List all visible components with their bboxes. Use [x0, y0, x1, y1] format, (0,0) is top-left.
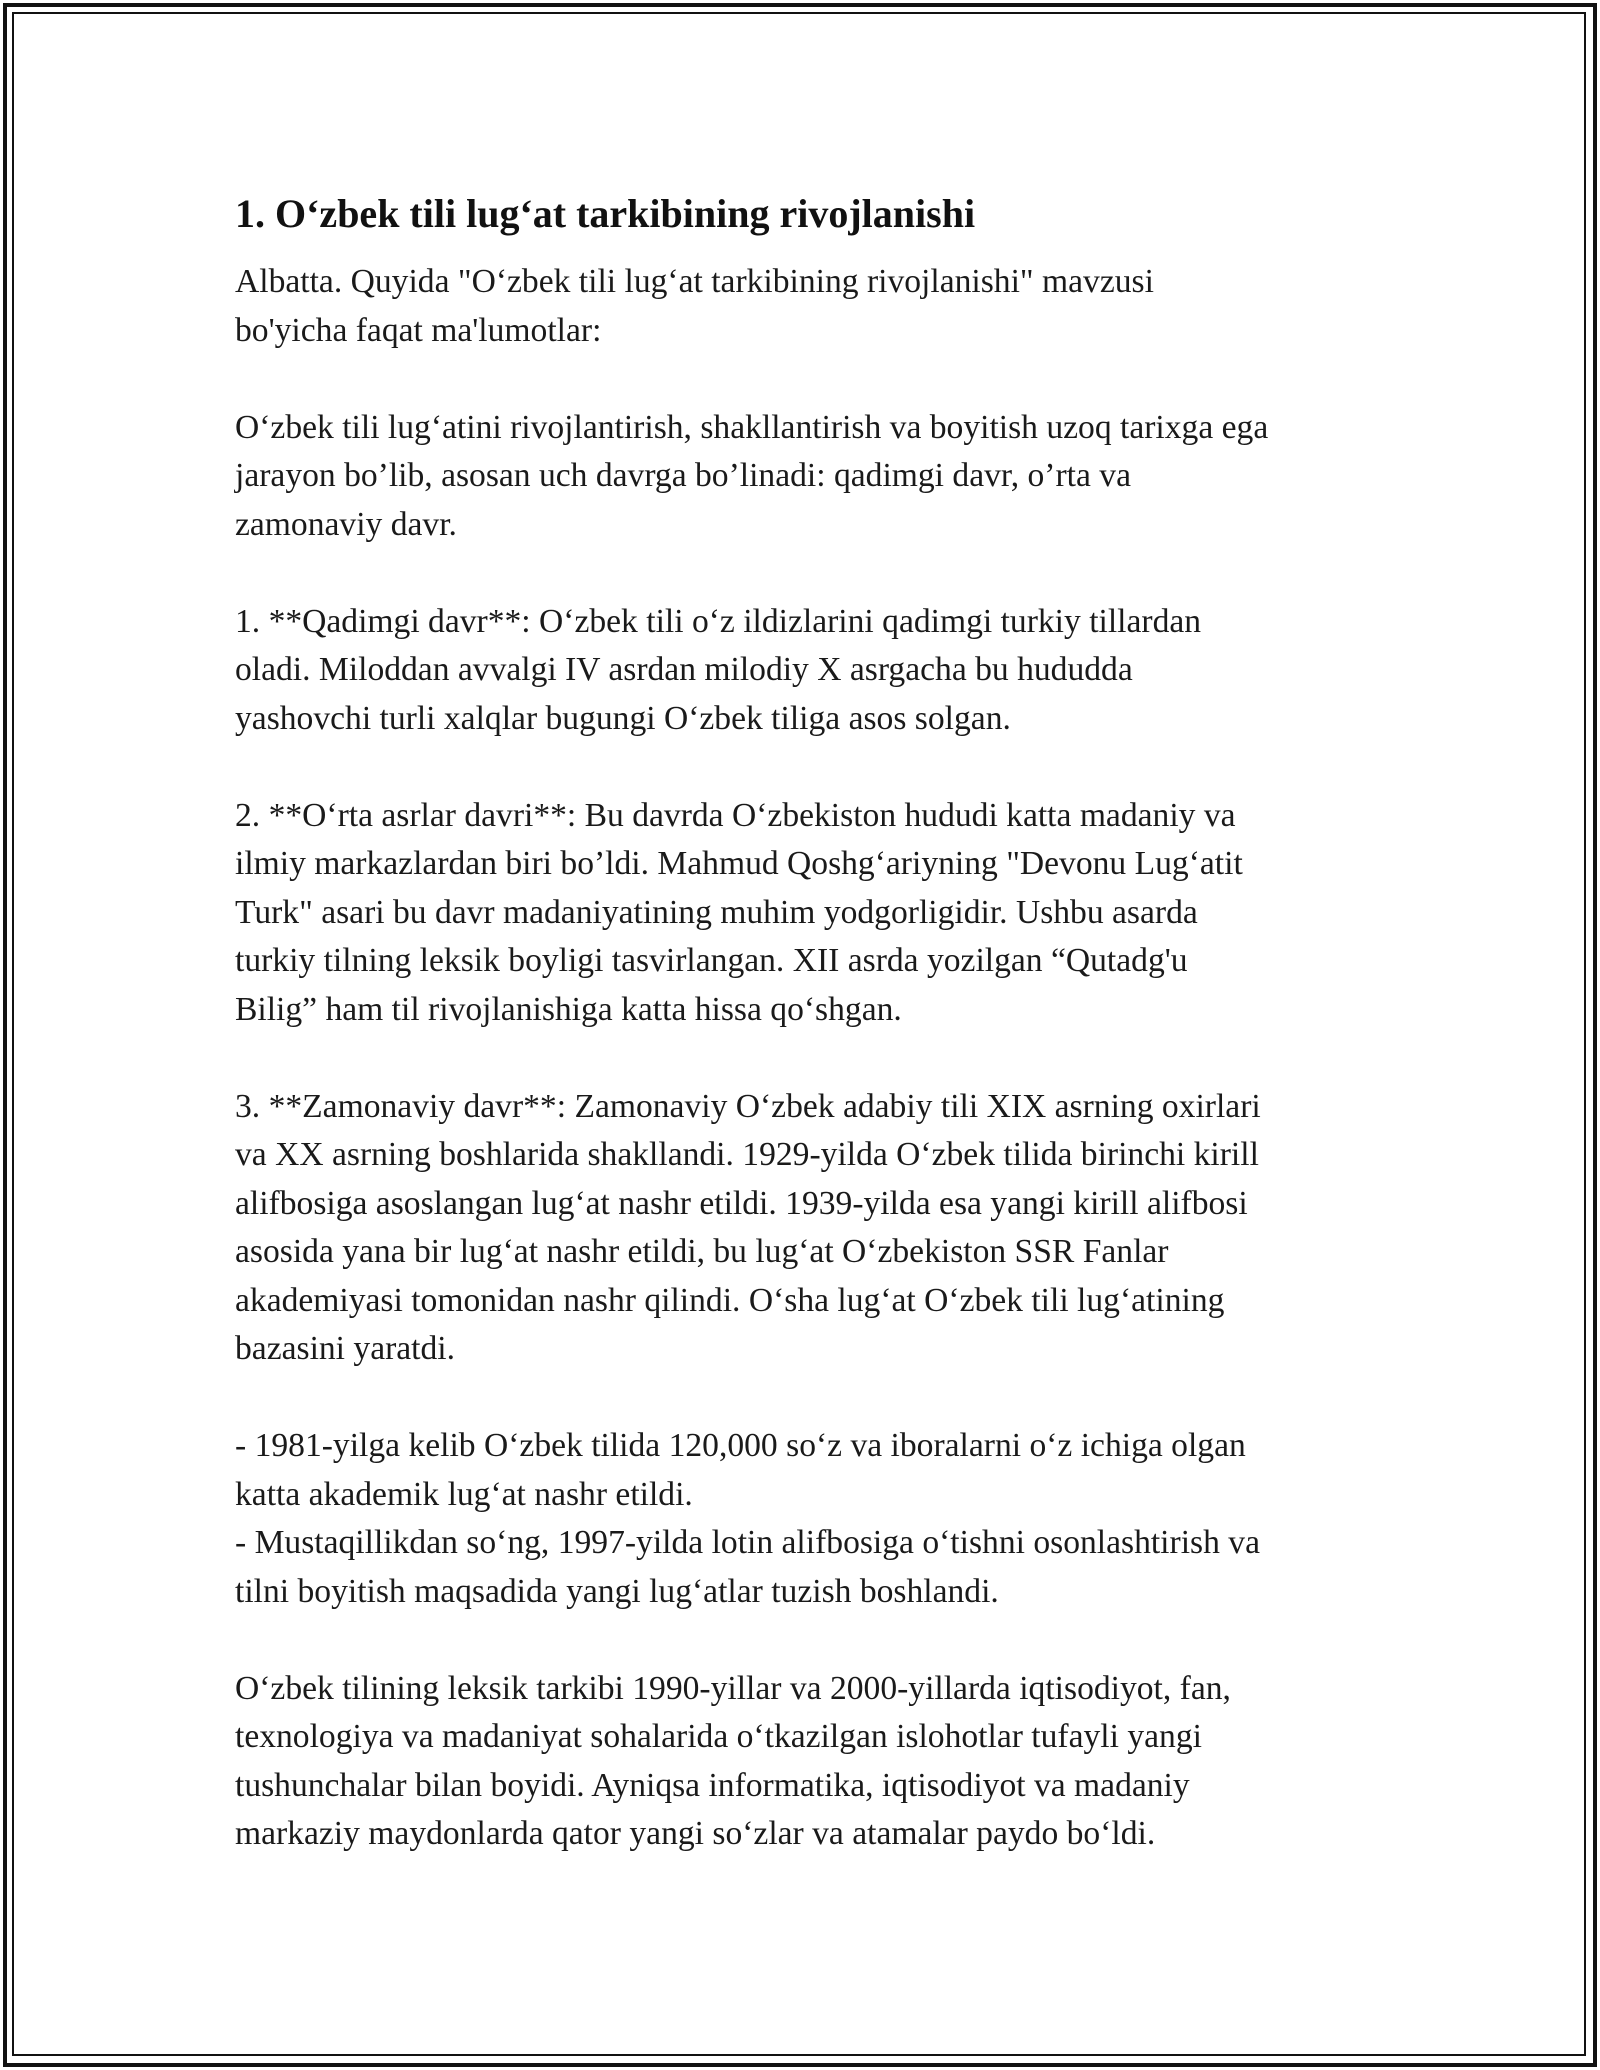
paragraph-ancient-period — [235, 598, 1375, 744]
text-line: oladi. Miloddan avvalgi IV asrdan milodiy X asrgacha bu hududda — [235, 651, 1133, 688]
text-line: alifbosiga asoslangan lug‘at nashr etildi. 1939-yilda esa yangi kirill alifbosi — [235, 1184, 1248, 1222]
list-item-text: - 1981-yilga kelib O‘zbek tilida 120,000 so‘z va iboralarni o‘z ichiga olgan — [235, 1427, 1246, 1464]
text-line: O‘zbek tilining leksik tarkibi 1990-yillar va 2000-yillarda iqtisodiyot, fan, — [235, 1669, 1231, 1707]
text-line: 2. **O‘rta asrlar davri**: Bu davrda O‘zbekiston hududi katta madaniy va — [235, 796, 1236, 834]
text-line: bo'yicha faqat ma'lumotlar: — [235, 311, 602, 349]
document-body — [235, 190, 1375, 1859]
text-line: Turk" asari bu davr madaniyatining muhim yodgorligidir. Ushbu asarda — [235, 893, 1198, 931]
list-item-text: katta akademik lug‘at nashr etildi. — [235, 1475, 693, 1513]
text-line: bazasini yaratdi. — [235, 1330, 456, 1367]
text-line: O‘zbek tili lug‘atini rivojlantirish, shakllantirish va boyitish uzoq tarixga ega — [235, 408, 1269, 446]
text-line: Albatta. Quyida "O‘zbek tili lug‘at tarkibining rivojlanishi" mavzusi — [235, 263, 1154, 300]
paragraph-conclusion — [235, 1665, 1375, 1859]
text-line: akademiyasi tomonidan nashr qilindi. O‘sha lug‘at O‘zbek tili lug‘atining — [235, 1281, 1225, 1319]
list-item-text: - Mustaqillikdan so‘ng, 1997-yilda lotin alifbosiga o‘tishni osonlashtirish va — [235, 1524, 1260, 1561]
list-item-text: tilni boyitish maqsadida yangi lug‘atlar tuzish boshlandi. — [235, 1572, 999, 1610]
paragraph-milestones-list — [235, 1422, 1375, 1616]
text-line: yashovchi turli xalqlar bugungi O‘zbek tiliga asos solgan. — [235, 699, 1011, 737]
text-line: va XX asrning boshlarida shakllandi. 1929-yilda O‘zbek tilida birinchi kirill — [235, 1136, 1259, 1173]
text-line: ilmiy markazlardan biri bo’ldi. Mahmud Qoshg‘ariyning "Devonu Lug‘atit — [235, 845, 1243, 882]
paragraph-overview — [235, 404, 1375, 550]
text-line: Bilig” ham til rivojlanishiga katta hissa qo‘shgan. — [235, 990, 902, 1028]
text-line: texnologiya va madaniyat sohalarida o‘tkazilgan islohotlar tufayli yangi — [235, 1718, 1202, 1755]
text-line: 3. **Zamonaviy davr**: Zamonaviy O‘zbek adabiy tili XIX asrning oxirlari — [235, 1087, 1261, 1125]
text-line: tushunchalar bilan boyidi. Ayniqsa informatika, iqtisodiyot va madaniy — [235, 1766, 1190, 1804]
paragraph-medieval-period — [235, 792, 1375, 1035]
text-line: zamonaviy davr. — [235, 505, 457, 543]
text-line: turkiy tilning leksik boyligi tasvirlangan. XII asrda yozilgan “Qutadg'u — [235, 942, 1188, 979]
paragraph-intro — [235, 258, 1375, 355]
text-line: asosida yana bir lug‘at nashr etildi, bu lug‘at O‘zbekiston SSR Fanlar — [235, 1233, 1169, 1270]
document-title: 1. O‘zbek tili lug‘at tarkibining rivojlanishi — [235, 191, 976, 236]
text-line: markaziy maydonlarda qator yangi so‘zlar va atamalar paydo bo‘ldi. — [235, 1815, 1156, 1852]
text-line: jarayon bo’lib, asosan uch davrga bo’linadi: qadimgi davr, o’rta va — [235, 457, 1131, 494]
paragraph-modern-period — [235, 1083, 1375, 1374]
text-line: 1. **Qadimgi davr**: O‘zbek tili o‘z ildizlarini qadimgi turkiy tillardan — [235, 602, 1202, 640]
